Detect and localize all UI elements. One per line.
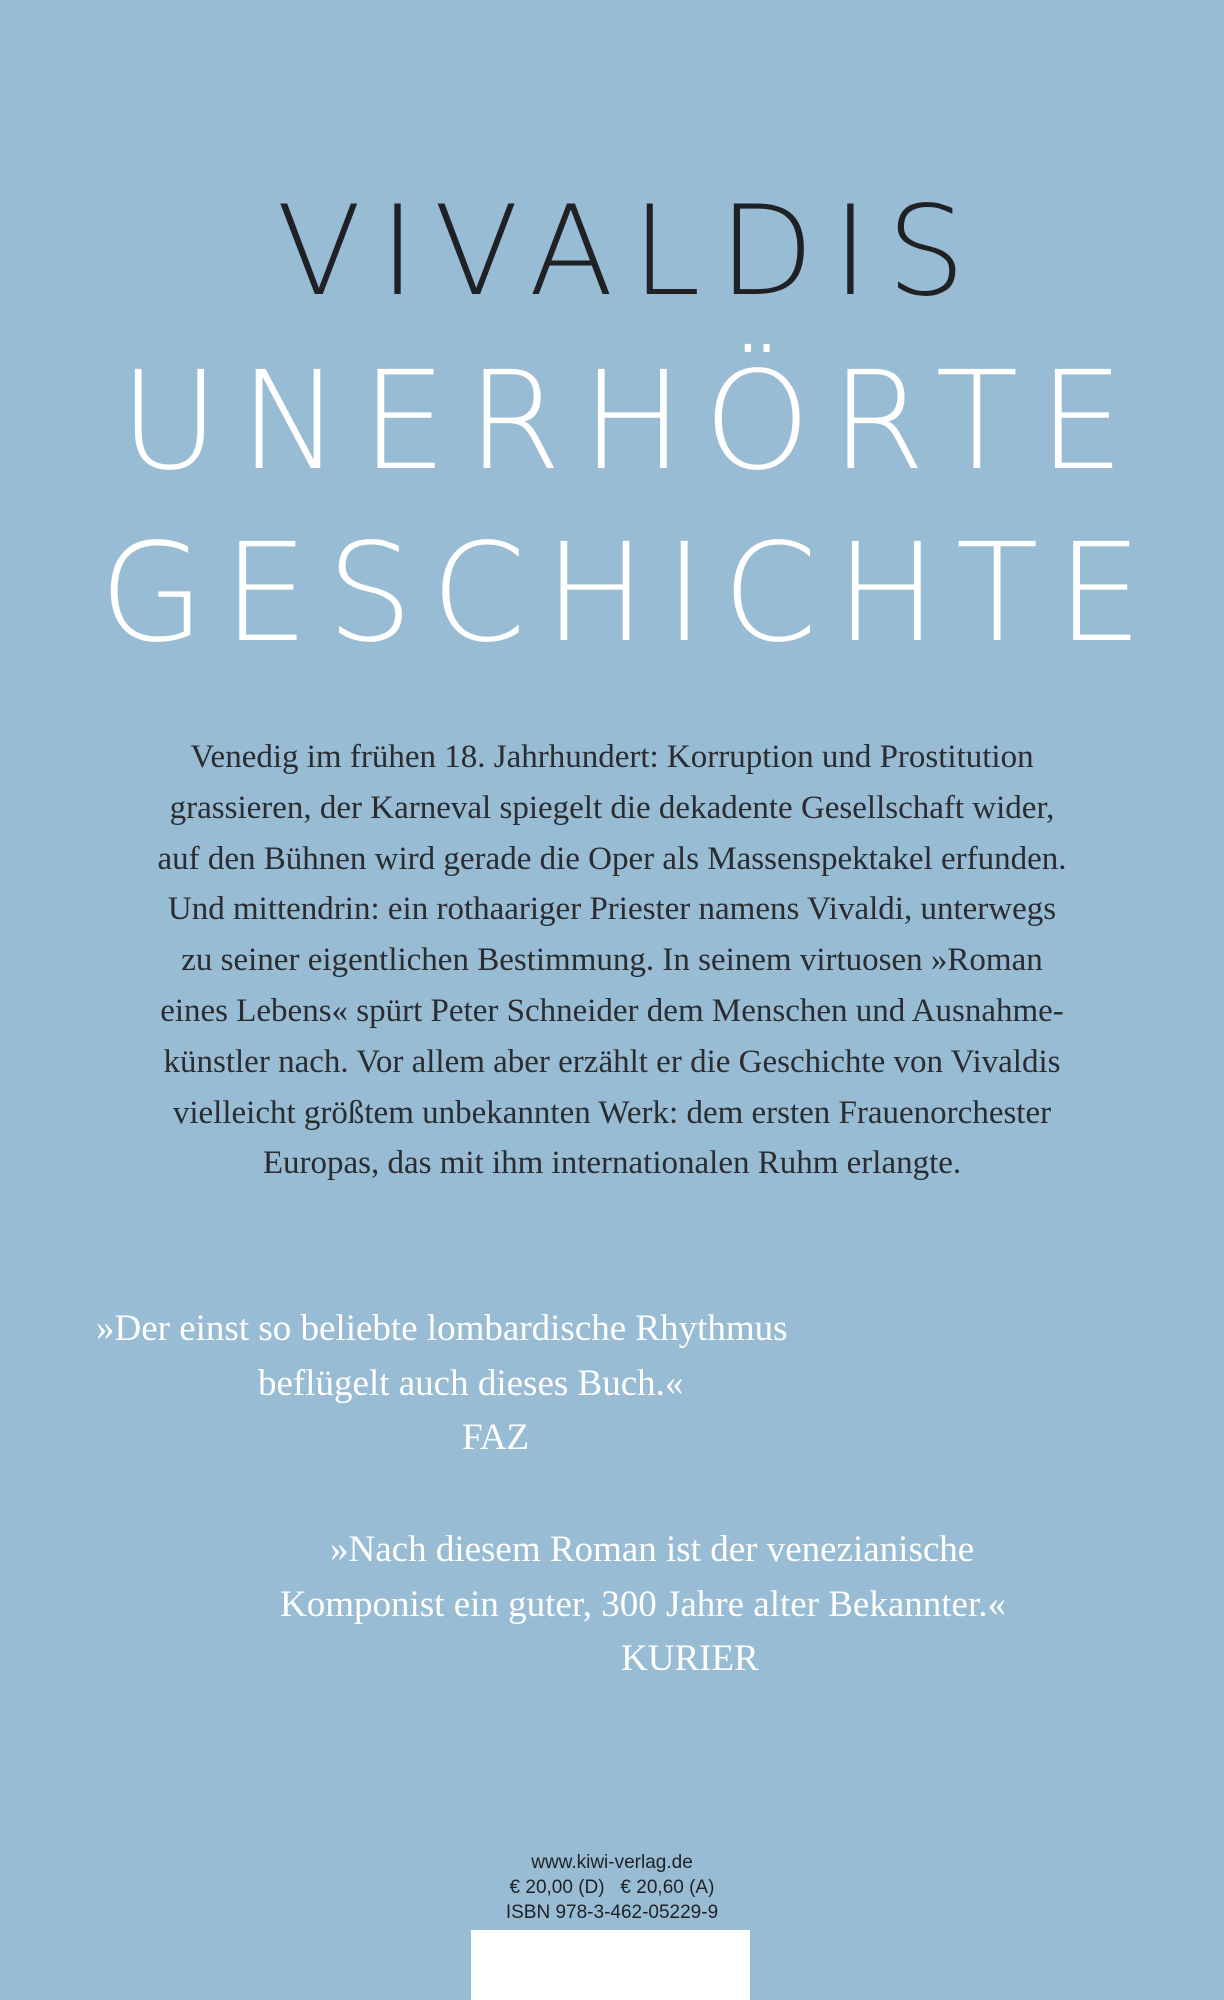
- review-quote-kurier: [280, 1523, 1180, 1687]
- quote-line: »Nach diesem Roman ist der venezianische: [330, 1529, 975, 1570]
- blurb-line: künstler nach. Vor allem aber erzählt er die Geschichte von Vivaldis: [163, 1043, 1061, 1080]
- blurb-line: grassieren, der Karneval spiegelt die dekadente Gesellschaft wider,: [169, 789, 1055, 826]
- publisher-website: www.kiwi-verlag.de: [531, 1852, 693, 1873]
- title-line-unerhoerte: UNERHÖRTE: [119, 343, 1145, 501]
- quote-line: »Der einst so beliebte lombardische Rhythmus: [96, 1308, 788, 1349]
- blurb-line: zu seiner eigentlichen Bestimmung. In seinem virtuosen »Roman: [181, 942, 1043, 979]
- blurb-line: Und mittendrin: ein rothaariger Priester namens Vivaldi, unterwegs: [167, 891, 1057, 928]
- blurb-line: auf den Bühnen wird gerade die Oper als Massenspektakel erfunden.: [157, 840, 1067, 877]
- blurb-line: Europas, das mit ihm internationalen Ruhm erlangte.: [262, 1145, 962, 1182]
- blurb-line: eines Lebens« spürt Peter Schneider dem Menschen und Ausnahme-: [160, 992, 1064, 1029]
- review-quote-faz: [96, 1302, 936, 1466]
- quote-line: Komponist ein guter, 300 Jahre alter Bekannter.«: [280, 1583, 1006, 1625]
- blurb-line: vielleicht größtem unbekannten Werk: dem ersten Frauenorchester: [172, 1094, 1052, 1131]
- title-line-geschichte: GESCHICHTE: [99, 515, 1161, 673]
- blurb-line: Venedig im frühen 18. Jahrhundert: Korruption und Prostitution: [190, 739, 1034, 775]
- quote-source: FAZ: [462, 1417, 530, 1458]
- quote-line: beflügelt auch dieses Buch.«: [258, 1362, 684, 1404]
- title-line-vivaldis: VIVALDIS: [276, 180, 984, 324]
- barcode-area: [471, 1930, 750, 2000]
- publisher-imprint: [0, 1850, 1224, 1925]
- blurb-text: [90, 732, 1134, 1189]
- isbn-number: ISBN 978-3-462-05229-9: [505, 1902, 719, 1923]
- quote-source: KURIER: [621, 1638, 759, 1679]
- price-info: € 20,00 (D) € 20,60 (A): [509, 1877, 715, 1898]
